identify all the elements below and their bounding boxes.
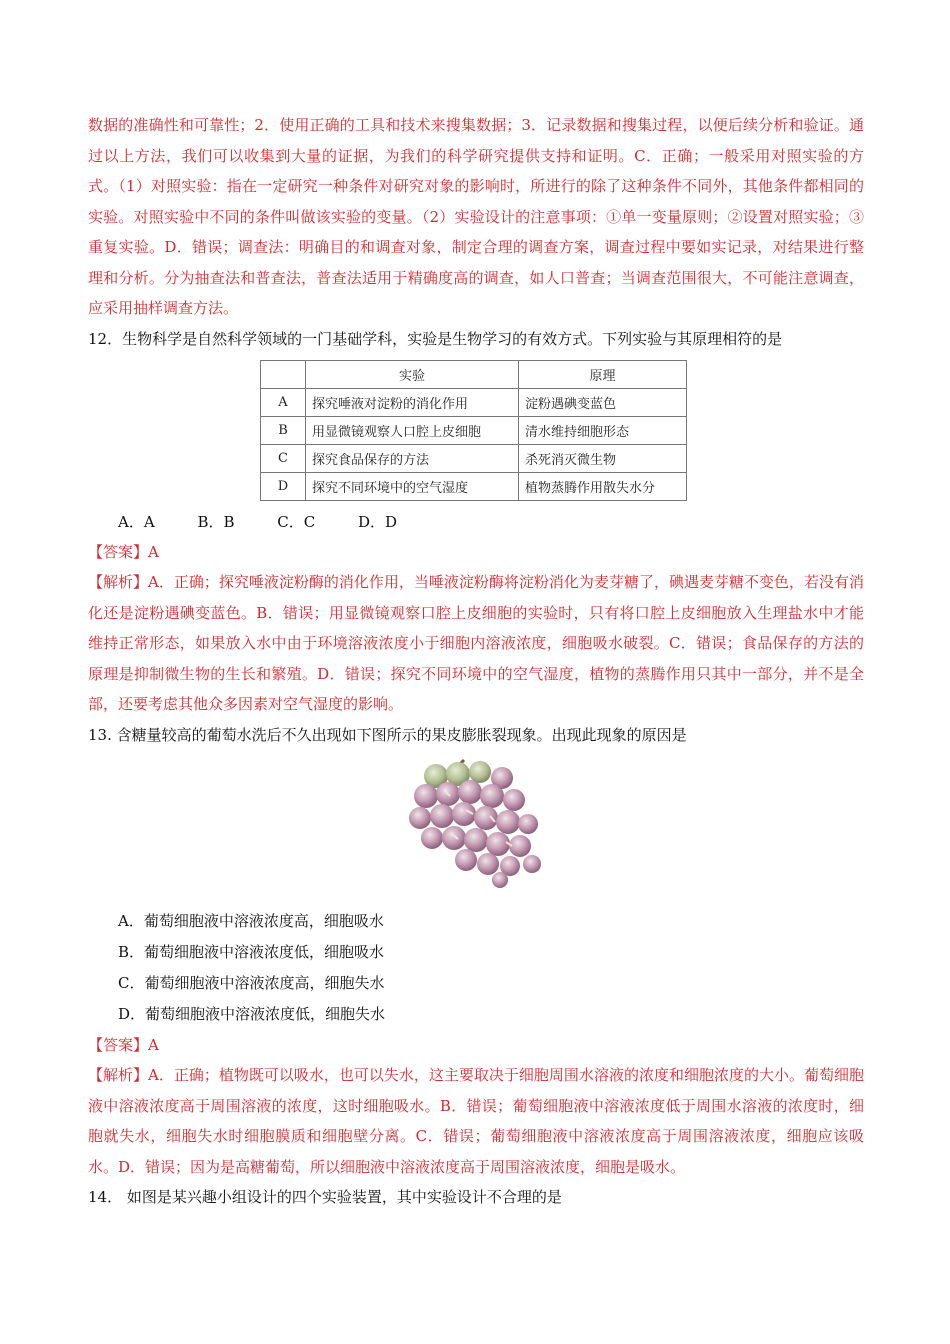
question-14: 14． 如图是某兴趣小组设计的四个实验装置，其中实验设计不合理的是: [88, 1188, 562, 1206]
table-cell: 植物蒸腾作用散失水分: [519, 472, 687, 500]
table-cell: 清水维持细胞形态: [519, 416, 687, 444]
table-cell: 杀死消灭微生物: [519, 444, 687, 472]
table-cell: 探究唾液对淀粉的消化作用: [306, 388, 519, 416]
table-row: [261, 416, 687, 444]
option-a: A．A: [118, 512, 155, 531]
q13-answer: 【答案】A: [88, 1035, 159, 1054]
cracked-grapes-image: [406, 758, 556, 888]
table-row: [261, 388, 687, 416]
table-cell: D: [261, 472, 306, 500]
question-13: 13. 含糖量较高的葡萄水洗后不久出现如下图所示的果皮膨胀裂现象。出现此现象的原因是: [88, 725, 687, 744]
table-cell: C: [261, 444, 306, 472]
table-cell: B: [261, 416, 306, 444]
q13-option-b: B．葡萄细胞液中溶液浓度低，细胞吸水: [118, 942, 385, 961]
table-cell: 探究不同环境中的空气湿度: [306, 472, 519, 500]
table-header-cell: [261, 360, 306, 388]
table-row: [261, 472, 687, 500]
option-c: C．C: [277, 512, 316, 531]
experiment-table: [260, 360, 687, 501]
q12-options: [118, 507, 864, 537]
question-12: 12．生物科学是自然科学领域的一门基础学科，实验是生物学习的有效方式。下列实验与其原理相符的是: [88, 329, 783, 348]
table-header-cell: 实验: [306, 360, 519, 388]
option-d: D．D: [358, 512, 398, 531]
table-cell: A: [261, 388, 306, 416]
previous-analysis-continuation: 数据的准确性和可靠性；2．使用正确的工具和技术来搜集数据；3．记录数据和搜集过程，以便后续分析和验证。通过以上方法，我们可以收集到大量的证据，为我们的科学研究提供支持和证明。C．正确；一般采用对照实验的方式。（1）对照实验：指在一定研究一种条件对研究对象的影响时，所进行的除了这种条件不同外，其他条件都相同的实验。对照实验中不同的条件叫做该实验的变量。（2）实验设计的注意事项：①单一变量原则；②设置对照实验；③重复实验。D．错误；调查法：明确目的和调查对象，制定合理的调查方案，调查过程中要如实记录，对结果进行整理和分析。分为抽查法和普查法，普查法适用于精确度高的调查，如人口普查；当调查范围很大，不可能注意调查，应采用抽样调查方法。: [88, 116, 864, 317]
option-b: B．B: [197, 512, 235, 531]
q12-analysis: 【解析】A．正确；探究唾液淀粉酶的消化作用，当唾液淀粉酶将淀粉消化为麦芽糖了，碘遇麦芽糖不变色，若没有消化还是淀粉遇碘变蓝色。B．错误；用显微镜观察口腔上皮细胞的实验时，只有将口腔上皮细胞放入生理盐水中才能维持正常形态，如果放入水中由于环境溶液浓度小于细胞内溶液浓度，细胞吸水破裂。C．错误；食品保存的方法的原理是抑制微生物的生长和繁殖。D．错误；探究不同环境中的空气湿度，植物的蒸腾作用只其中一部分，并不是全部，还要考虑其他众多因素对空气湿度的影响。: [88, 573, 864, 713]
document-page: [88, 110, 864, 1212]
q13-analysis: 【解析】A．正确；植物既可以吸水，也可以失水，这主要取决于细胞周围水溶液的浓度和细胞浓度的大小。葡萄细胞液中溶液浓度高于周围溶液的浓度，这时细胞吸水。B．错误；葡萄细胞液中溶液浓度低于周围水溶液的浓度时，细胞就失水，细胞失水时细胞膜质和细胞壁分离。C．错误；葡萄细胞液中溶液浓度高于周围溶液浓度，细胞应该吸水。D．错误；因为是高糖葡萄，所以细胞液中溶液浓度高于周围溶液浓度，细胞是吸水。: [88, 1066, 864, 1176]
table-header-row: [261, 360, 687, 388]
q13-option-c: C．葡萄细胞液中溶液浓度高，细胞失水: [118, 973, 385, 992]
table-cell: 用显微镜观察人口腔上皮细胞: [306, 416, 519, 444]
table-row: [261, 444, 687, 472]
table-cell: 淀粉遇碘变蓝色: [519, 388, 687, 416]
grape-figure: [88, 758, 864, 896]
q13-option-d: D．葡萄细胞液中溶液浓度低，细胞失水: [118, 1004, 386, 1023]
table-header-cell: 原理: [519, 360, 687, 388]
q13-option-a: A．葡萄细胞液中溶液浓度高，细胞吸水: [118, 911, 384, 930]
q12-answer: 【答案】A: [88, 542, 159, 561]
table-cell: 探究食品保存的方法: [306, 444, 519, 472]
